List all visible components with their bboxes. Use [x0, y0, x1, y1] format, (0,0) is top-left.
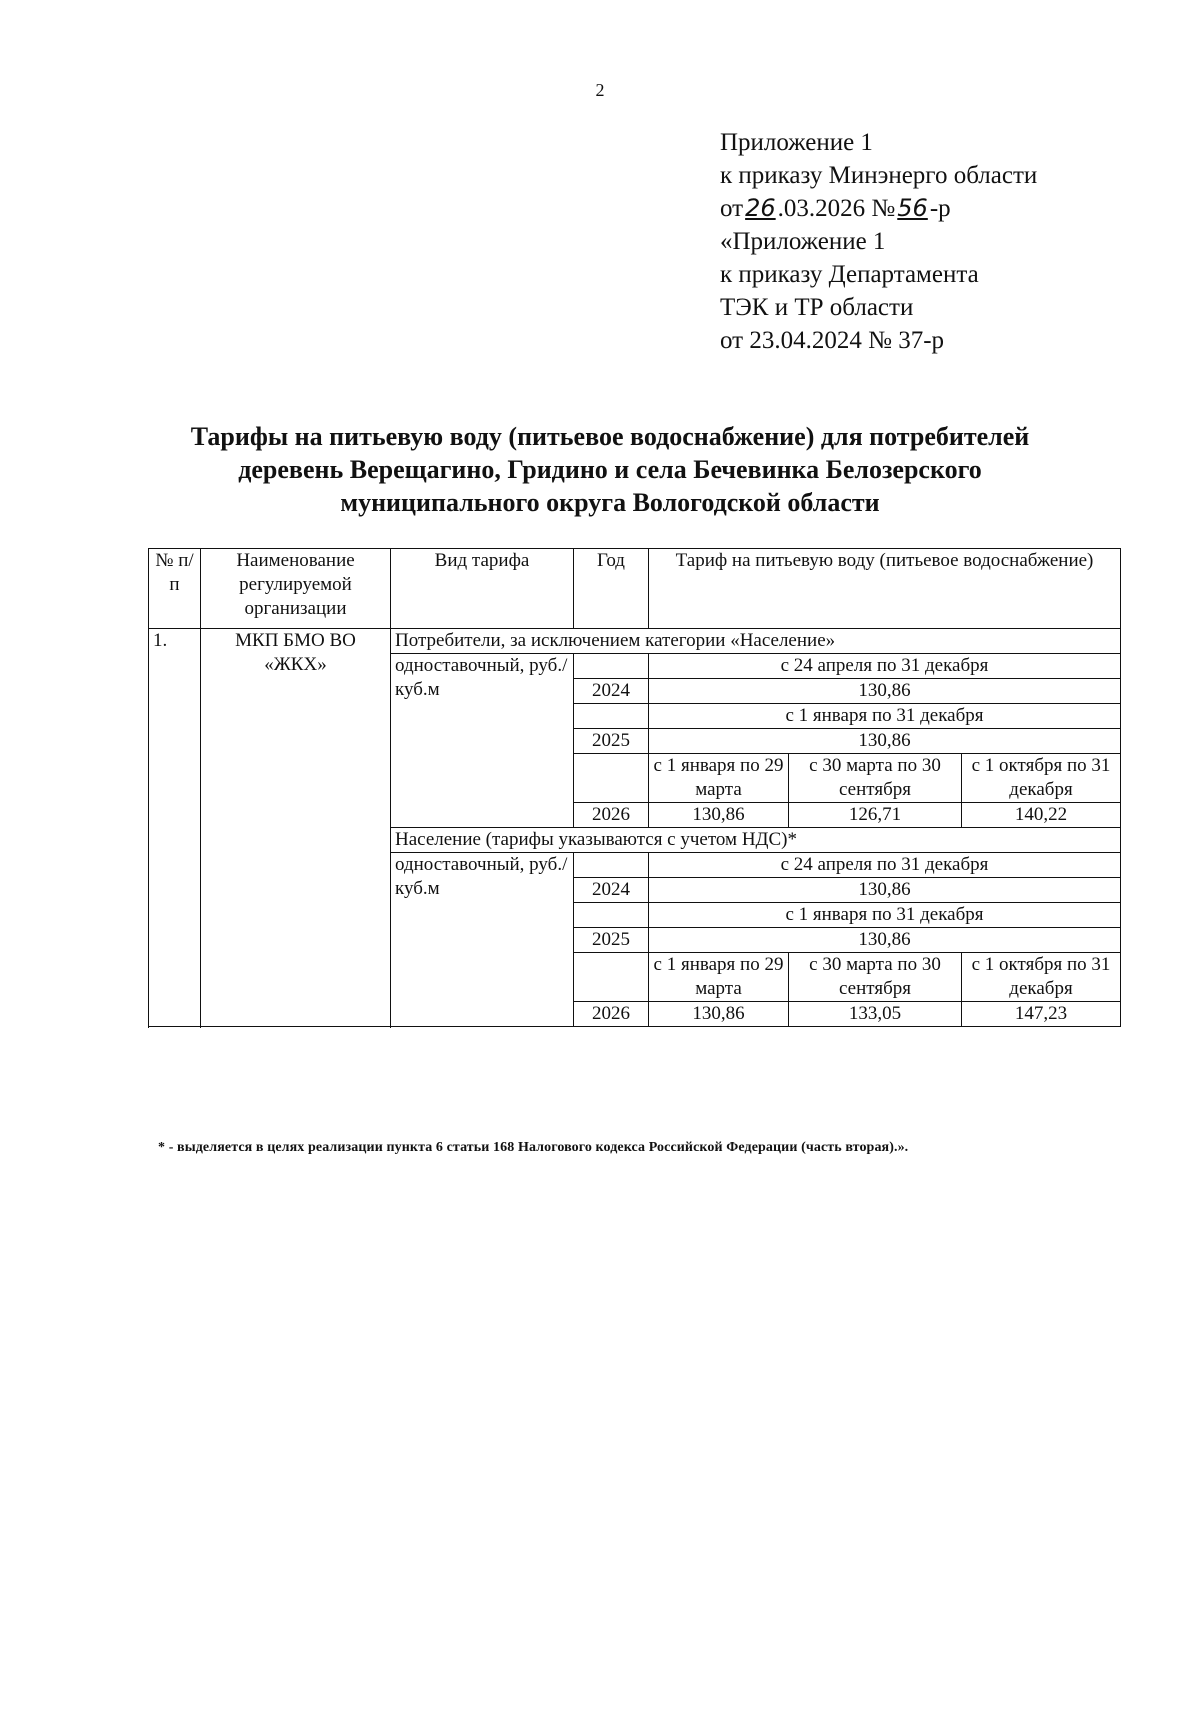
appendix-order-line — [720, 192, 1037, 225]
header-org: Наименование регулируемой организации — [201, 549, 391, 629]
header-tariff: Тариф на питьевую воду (питьевое водоснабжение) — [649, 549, 1121, 629]
period-label: с 1 октября по 31 декабря — [962, 754, 1121, 803]
appendix-text: от — [720, 195, 744, 222]
appendix-line: к приказу Департамента — [720, 261, 979, 288]
period-label: с 1 января по 29 марта — [649, 953, 789, 1002]
title-line: муниципального округа Вологодской области — [340, 488, 880, 517]
year-cell: 2026 — [574, 803, 649, 828]
tariff-type: одноставочный, руб./куб.м — [391, 853, 574, 1027]
document-title — [110, 420, 1110, 519]
year-cell — [574, 754, 649, 803]
tariff-value: 130,86 — [649, 729, 1121, 754]
tariff-type: одноставочный, руб./куб.м — [391, 654, 574, 828]
header-type: Вид тарифа — [391, 549, 574, 629]
period-label: с 1 января по 29 марта — [649, 754, 789, 803]
tariff-table — [148, 548, 1121, 1027]
year-cell — [574, 853, 649, 878]
appendix-line: «Приложение 1 — [720, 228, 886, 255]
appendix-line: к приказу Минэнерго области — [720, 162, 1038, 189]
appendix-line: ТЭК и ТР области — [720, 294, 914, 321]
header-year: Год — [574, 549, 649, 629]
header-num: № п/п — [149, 549, 201, 629]
appendix-line: от 23.04.2024 № 37-р — [720, 327, 945, 354]
appendix-block — [720, 126, 1037, 357]
handwritten-number: 56 — [897, 194, 928, 222]
year-cell — [574, 903, 649, 928]
period-label: с 24 апреля по 31 декабря — [649, 654, 1121, 679]
page-number: 2 — [595, 80, 605, 100]
period-label: с 1 января по 31 декабря — [649, 704, 1121, 729]
tariff-value: 140,22 — [962, 803, 1121, 828]
tariff-value: 130,86 — [649, 679, 1121, 704]
year-cell: 2024 — [574, 878, 649, 903]
tariff-value: 130,86 — [649, 1002, 789, 1027]
tariff-value: 130,86 — [649, 803, 789, 828]
year-cell — [574, 953, 649, 1002]
appendix-text: -р — [929, 195, 951, 222]
organization-name: МКП БМО ВО «ЖКХ» — [201, 629, 391, 1027]
tariff-value: 147,23 — [962, 1002, 1121, 1027]
category-label: Население (тарифы указываются с учетом НДС)* — [391, 828, 1121, 853]
period-label: с 1 января по 31 декабря — [649, 903, 1121, 928]
row-number: 1. — [149, 629, 201, 1027]
year-cell: 2024 — [574, 679, 649, 704]
category-label: Потребители, за исключением категории «Население» — [391, 629, 1121, 654]
tariff-value: 130,86 — [649, 878, 1121, 903]
year-cell: 2025 — [574, 928, 649, 953]
year-cell — [574, 704, 649, 729]
title-line: деревень Верещагино, Гридино и села Бечевинка Белозерского — [238, 455, 982, 484]
tariff-value: 130,86 — [649, 928, 1121, 953]
period-label: с 30 марта по 30 сентября — [789, 754, 962, 803]
appendix-line: Приложение 1 — [720, 129, 873, 156]
year-cell: 2026 — [574, 1002, 649, 1027]
footnote: * - выделяется в целях реализации пункта 6 статьи 168 Налогового кодекса Российской Федерации (часть вторая).». — [158, 1140, 909, 1155]
year-cell — [574, 654, 649, 679]
appendix-text: .03.2026 № — [777, 195, 896, 222]
period-label: с 24 апреля по 31 декабря — [649, 853, 1121, 878]
title-line: Тарифы на питьевую воду (питьевое водоснабжение) для потребителей — [190, 422, 1030, 451]
year-cell: 2025 — [574, 729, 649, 754]
handwritten-day: 26 — [745, 194, 776, 222]
tariff-value: 133,05 — [789, 1002, 962, 1027]
tariff-value: 126,71 — [789, 803, 962, 828]
period-label: с 1 октября по 31 декабря — [962, 953, 1121, 1002]
period-label: с 30 марта по 30 сентября — [789, 953, 962, 1002]
